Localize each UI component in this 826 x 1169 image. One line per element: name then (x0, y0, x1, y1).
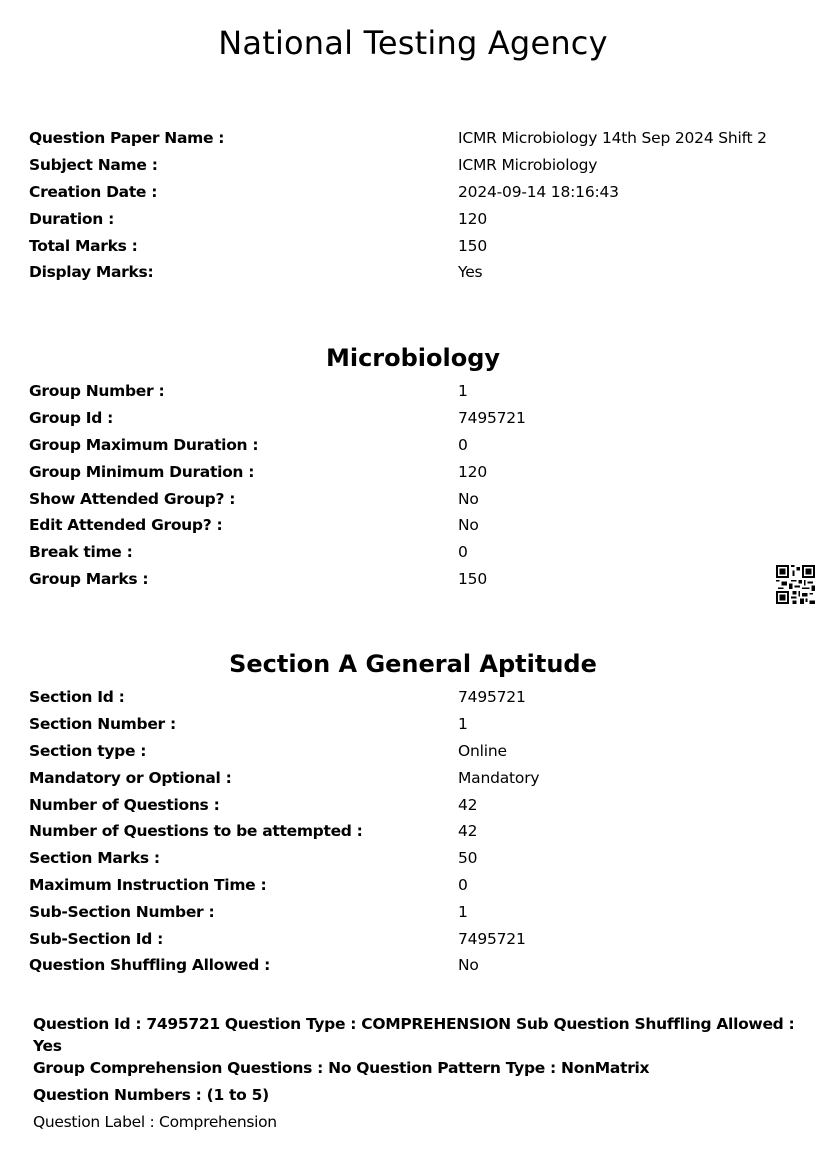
sub-section-id-label: Sub-Section Id : (29, 929, 164, 948)
total-marks-row (29, 232, 809, 259)
max-instruction-time-value: 0 (458, 875, 468, 894)
group-id-row (29, 405, 809, 432)
mandatory-optional-row (29, 764, 809, 791)
paper-info-table (29, 125, 809, 286)
edit-attended-group-row (29, 512, 809, 539)
show-attended-group-value: No (458, 489, 479, 508)
question-group-line: Group Comprehension Questions : No Question Pattern Type : NonMatrix (33, 1059, 650, 1077)
sub-section-id-row (29, 925, 809, 952)
creation-date-value: 2024-09-14 18:16:43 (458, 182, 619, 201)
section-type-row (29, 738, 809, 765)
creation-date-row (29, 179, 809, 206)
question-label: Question Label : Comprehension (33, 1113, 277, 1131)
section-number-label: Section Number : (29, 715, 176, 734)
question-numbers: Question Numbers : (1 to 5) (33, 1086, 269, 1104)
subject-name-label: Subject Name : (29, 156, 158, 175)
questions-to-attempt-row (29, 818, 809, 845)
group-max-duration-row (29, 432, 809, 459)
section-info-table (29, 684, 809, 979)
sub-section-number-row (29, 898, 809, 925)
mandatory-optional-value: Mandatory (458, 768, 540, 787)
group-info-table (29, 378, 809, 592)
questions-to-attempt-value: 42 (458, 822, 478, 841)
qr-code-icon (776, 565, 815, 604)
edit-attended-group-value: No (458, 516, 479, 535)
edit-attended-group-label: Edit Attended Group? : (29, 516, 223, 535)
section-number-value: 1 (458, 715, 468, 734)
mandatory-optional-label: Mandatory or Optional : (29, 768, 232, 787)
group-id-value: 7495721 (458, 409, 526, 428)
section-type-value: Online (458, 741, 507, 760)
question-shuffling-label: Question Shuffling Allowed : (29, 956, 271, 975)
group-min-duration-row (29, 458, 809, 485)
section-number-row (29, 711, 809, 738)
group-marks-row (29, 566, 809, 593)
display-marks-row (29, 259, 809, 286)
group-min-duration-label: Group Minimum Duration : (29, 462, 255, 481)
paper-name-row (29, 125, 809, 152)
group-min-duration-value: 120 (458, 462, 487, 481)
section-marks-row (29, 845, 809, 872)
paper-name-label: Question Paper Name : (29, 129, 225, 148)
group-heading: Microbiology (325, 344, 501, 372)
number-of-questions-value: 42 (458, 795, 478, 814)
total-marks-label: Total Marks : (29, 236, 138, 255)
question-shuffling-row (29, 952, 809, 979)
group-number-label: Group Number : (29, 382, 165, 401)
break-time-value: 0 (458, 543, 468, 562)
section-heading: Section A General Aptitude (229, 650, 597, 678)
duration-label: Duration : (29, 209, 115, 228)
group-number-value: 1 (458, 382, 468, 401)
section-id-row (29, 684, 809, 711)
sub-section-id-value: 7495721 (458, 929, 526, 948)
section-marks-label: Section Marks : (29, 849, 160, 868)
question-meta-block (33, 1013, 813, 1133)
page-title: National Testing Agency (218, 24, 608, 62)
break-time-row (29, 539, 809, 566)
display-marks-label: Display Marks: (29, 263, 154, 282)
section-id-label: Section Id : (29, 688, 125, 707)
group-marks-value: 150 (458, 569, 487, 588)
section-marks-value: 50 (458, 849, 478, 868)
subject-name-value: ICMR Microbiology (458, 156, 598, 175)
sub-section-number-value: 1 (458, 902, 468, 921)
group-marks-label: Group Marks : (29, 569, 149, 588)
show-attended-group-label: Show Attended Group? : (29, 489, 236, 508)
question-id-line: Question Id : 7495721 Question Type : COMPREHENSION Sub Question Shuffling Allowed : Yes (33, 1015, 795, 1055)
total-marks-value: 150 (458, 236, 487, 255)
group-max-duration-label: Group Maximum Duration : (29, 435, 259, 454)
section-type-label: Section type : (29, 741, 147, 760)
max-instruction-time-label: Maximum Instruction Time : (29, 875, 267, 894)
subject-name-row (29, 152, 809, 179)
duration-value: 120 (458, 209, 487, 228)
paper-name-value: ICMR Microbiology 14th Sep 2024 Shift 2 (458, 129, 767, 148)
max-instruction-time-row (29, 872, 809, 899)
sub-section-number-label: Sub-Section Number : (29, 902, 215, 921)
section-id-value: 7495721 (458, 688, 526, 707)
group-number-row (29, 378, 809, 405)
break-time-label: Break time : (29, 543, 133, 562)
group-max-duration-value: 0 (458, 435, 468, 454)
duration-row (29, 205, 809, 232)
group-id-label: Group Id : (29, 409, 113, 428)
question-shuffling-value: No (458, 956, 479, 975)
creation-date-label: Creation Date : (29, 182, 158, 201)
questions-to-attempt-label: Number of Questions to be attempted : (29, 822, 363, 841)
number-of-questions-row (29, 791, 809, 818)
display-marks-value: Yes (458, 263, 483, 282)
number-of-questions-label: Number of Questions : (29, 795, 220, 814)
show-attended-group-row (29, 485, 809, 512)
